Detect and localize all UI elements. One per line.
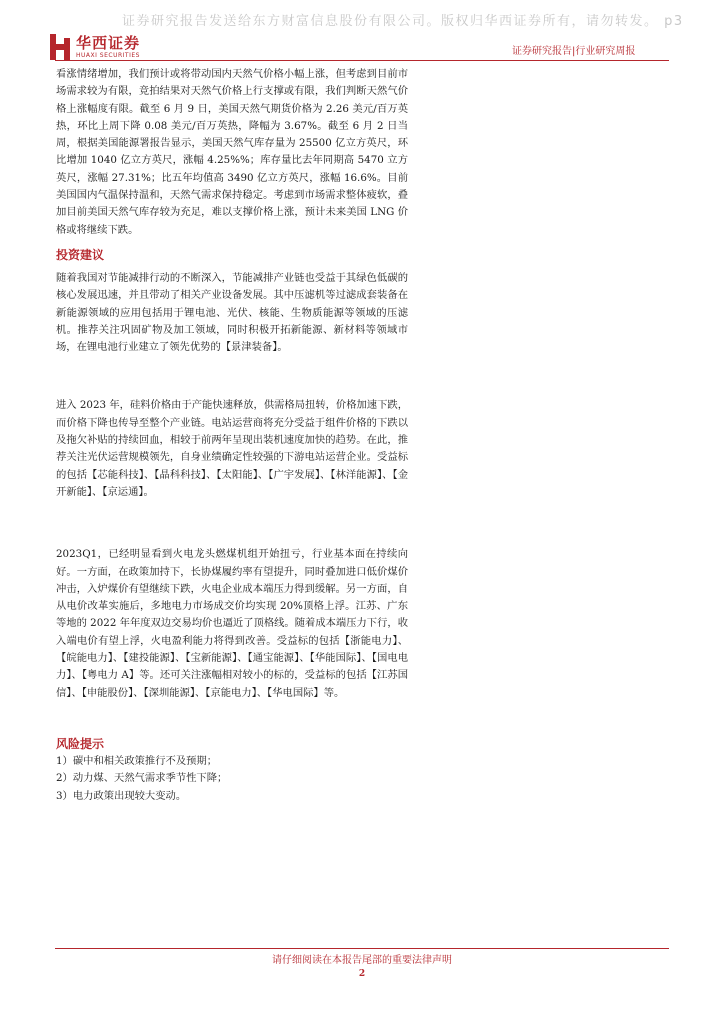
page-number: 2 — [358, 969, 366, 979]
paragraph-filter-press: 随着我国对节能减排行动的不断深入，节能减排产业链也受益于其绿色低碳的核心发展迅速，并且带动了相关产业设备发展。其中压滤机等过滤成套装备在新能源领域的应用包括用于锂电池、光伏、核能、生物质能源等领域的压滤机。推荐关注巩固矿物及加工领域，同时积极开拓新能源、新材料等领域市场，在锂电池行业建立了领先优势的【景津装备】。 — [56, 271, 408, 354]
paragraph-natural-gas: 看涨情绪增加，我们预计或将带动国内天然气价格小幅上涨，但考虑到目前市场需求较为有限，竞拍结果对天然气价格上行支撑或有限，我们判断天然气价格上涨幅度有限。截至 6 月 9 日，美国天然气期货价格为 2.26 美元/百万英热，环比上周下降 0.08 美元/百万英热，降幅为 3.67%。截至 6 月 2 日当周，根据美国能源署报告显示，美国天然气库存量为 25500 亿立方英尺，环比增加 1040 亿立方英尺，涨幅 4.25%%；库存量比去年同期高 5470 立方英尺，涨幅 27.31%；比五年均值高 3490 亿立方英尺，涨幅 16.6%。目前美国国内气温保持温和，天然气需求保持稳定。考虑到市场需求整体疲软，叠加目前美国天然气库存较为充足，难以支撑价格上涨，预计未来美国 LNG 价格或将继续下跌。 — [56, 68, 408, 236]
report-type-label: 证券研究报告|行业研究周报 — [512, 46, 636, 57]
logo-name-cn: 华西证券 — [76, 33, 141, 52]
footer-disclaimer: 请仔细阅读在本报告尾部的重要法律声明 — [272, 955, 452, 966]
logo-name-en: HUAXI SECURITIES — [76, 51, 140, 59]
paragraph-solar: 进入 2023 年，硅料价格由于产能快速释放，供需格局扭转，价格加速下跌，而价格下降也传导至整个产业链。电站运营商将充分受益于组件价格的下跌以及拖欠补贴的持续回血，相较于前两年呈现出装机速度加快的趋势。在此，推荐关注光伏运营规模领先，自身业绩确定性较强的下游电站运营企业。受益标的包括【芯能科技】、【晶科科技】、【太阳能】、【广宇发展】、【林洋能源】、【金开新能】、【京运通】。 — [56, 399, 408, 498]
risk-item: 2）动力煤、天然气需求季节性下降； — [56, 772, 228, 785]
header-divider — [55, 60, 669, 61]
company-logo — [50, 34, 140, 60]
logo-icon — [50, 34, 70, 60]
section-title-risk: 风险提示 — [56, 736, 105, 751]
footer-divider — [55, 948, 669, 949]
paragraph-thermal-power: 2023Q1，已经明显看到火电龙头燃煤机组开始扭亏，行业基本面在持续向好。一方面，在政策加持下，长协煤履约率有望提升，同时叠加进口低价煤价冲击，入炉煤价有望继续下跌，火电企业成本端压力得到缓解。另一方面，自从电价改革实施后，多地电力市场成交价均实现 20%顶格上浮。江苏、广东等地的 2022 年年度双边交易均价也逼近了顶格线。随着成本端压力下行，收入端电价有望上浮，火电盈利能力将得到改善。受益标的包括【浙能电力】、【皖能电力】、【建投能源】、【宝新能源】、【通宝能源】、【华能国际】、【国电电力】、【粤电力 A】等。还可关注涨幅相对较小的标的，受益标的包括【江苏国信】、【申能股份】、【深圳能源】、【京能电力】、【华电国际】等。 — [56, 548, 408, 699]
risk-list — [56, 753, 408, 805]
risk-item: 3）电力政策出现较大变动。 — [56, 789, 187, 802]
watermark-text: 证券研究报告发送给东方财富信息股份有限公司。版权归华西证券所有，请勿转发。 p3 — [122, 14, 684, 29]
section-title-investment: 投资建议 — [56, 247, 105, 262]
risk-item: 1）碳中和相关政策推行不及预期； — [56, 754, 218, 767]
report-body — [56, 66, 408, 805]
